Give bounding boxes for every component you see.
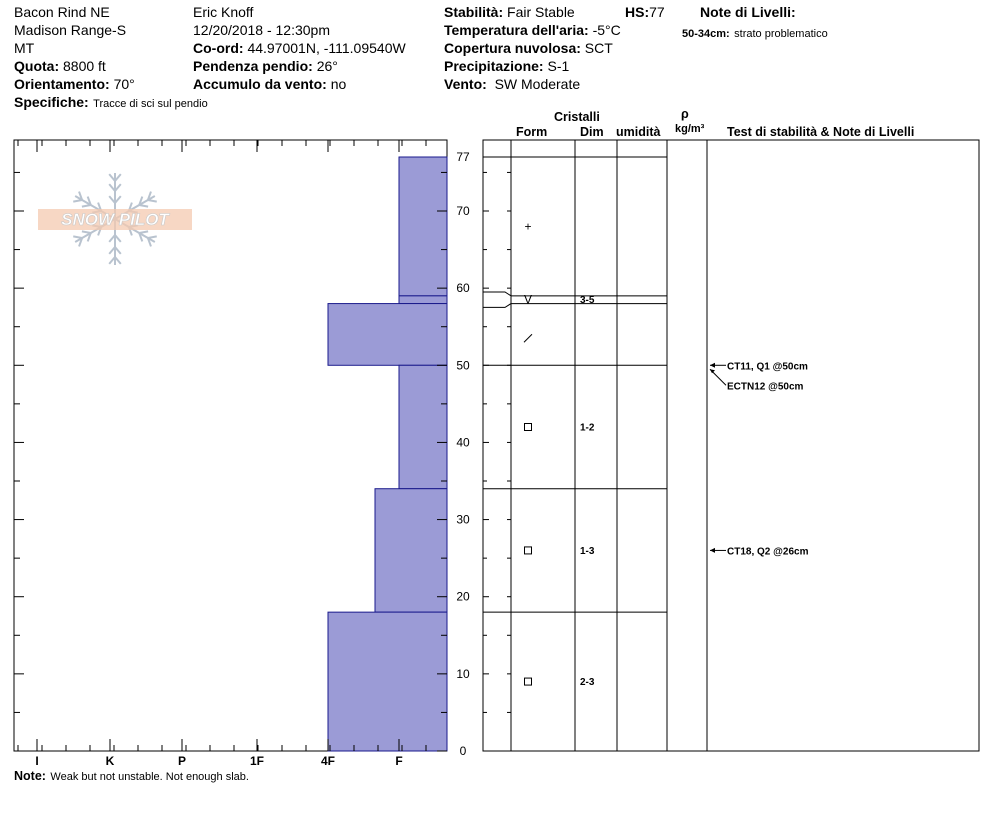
state-name: MT xyxy=(14,40,35,56)
crystal-table-panel xyxy=(483,140,979,751)
observation-datetime: 12/20/2018 - 12:30pm xyxy=(193,22,330,38)
specifics-label: Specifiche: xyxy=(14,94,89,110)
layer-note-range: 50-34cm: xyxy=(682,28,730,40)
snowflake-branch xyxy=(73,236,82,238)
precip-value: S-1 xyxy=(547,58,570,74)
height-tick-label: 10 xyxy=(456,666,470,681)
crystals-header: Cristalli xyxy=(554,110,600,124)
density-unit-header: kg/m³ xyxy=(675,123,705,135)
dim-label: 2-3 xyxy=(580,677,595,689)
location-name: Bacon Rind NE xyxy=(14,4,110,20)
aspect-value: 70° xyxy=(113,76,135,92)
snowflake-branch xyxy=(82,205,91,207)
wind-value: SW Moderate xyxy=(494,76,581,92)
stability-label: Stabilità: xyxy=(444,4,504,20)
form-symbol xyxy=(524,334,532,342)
dim-label: 1-3 xyxy=(580,545,595,557)
height-tick-label: 70 xyxy=(456,204,470,218)
test-label: CT11, Q1 @50cm xyxy=(727,361,808,373)
form-symbol xyxy=(525,678,532,685)
test-arrow xyxy=(710,548,715,553)
form-symbol: + xyxy=(524,219,532,234)
hs-label: HS: xyxy=(625,4,650,20)
hs-value: 77 xyxy=(649,4,665,20)
hardness-tick-label: I xyxy=(35,754,39,768)
elevation-label: Quota: xyxy=(14,58,60,74)
note-text: Weak but not unstable. Not enough slab. xyxy=(50,771,249,783)
hardness-tick-label: F xyxy=(395,754,403,768)
aspect-label: Orientamento: xyxy=(14,76,110,92)
observer-name: Eric Knoff xyxy=(193,4,254,20)
test-arrow xyxy=(710,369,715,373)
hardness-tick-label: 1F xyxy=(249,754,265,768)
tests-header: Test di stabilità & Note di Livelli xyxy=(727,125,915,139)
dim-label: 1-2 xyxy=(580,422,595,434)
hardness-bar xyxy=(328,612,447,751)
hardness-bar xyxy=(399,296,447,304)
hardness-profile-panel xyxy=(14,140,470,768)
note-label: Note: xyxy=(14,769,46,783)
slope-label: Pendenza pendio: xyxy=(193,58,313,74)
hardness-bar xyxy=(399,365,447,488)
logo-text: SNOW PILOT xyxy=(61,210,169,229)
height-tick-label: 20 xyxy=(456,589,470,604)
height-tick-label: 50 xyxy=(456,358,470,373)
form-header: Form xyxy=(516,125,548,139)
test-label: CT18, Q2 @26cm xyxy=(727,546,809,558)
snowflake-branch xyxy=(139,205,148,207)
range-name: Madison Range-S xyxy=(14,22,127,38)
snowflake-branch xyxy=(73,200,82,202)
rho-header: ρ xyxy=(681,107,689,121)
height-tick-label: 60 xyxy=(456,281,470,296)
snowflake-branch xyxy=(148,236,157,238)
height-tick-label: 0 xyxy=(459,744,467,758)
air-temp-value: -5°C xyxy=(592,22,621,38)
hardness-tick-label: K xyxy=(105,754,115,768)
specifics-value: Tracce di sci sul pendio xyxy=(93,98,208,110)
hardness-tick-label: P xyxy=(177,754,187,768)
hardness-bar xyxy=(375,489,447,612)
form-symbol xyxy=(525,547,532,554)
test-label: ECTN12 @50cm xyxy=(727,381,804,393)
elevation-value: 8800 ft xyxy=(63,58,106,74)
height-tick-label: 77 xyxy=(456,150,470,164)
dim-header: Dim xyxy=(580,125,604,139)
sky-label: Copertura nuvolosa: xyxy=(444,40,581,56)
form-symbol xyxy=(525,424,532,431)
coords-label: Co-ord: xyxy=(193,40,244,56)
snowflake-branch xyxy=(139,231,148,233)
hardness-bar xyxy=(399,157,447,296)
height-tick-label: 30 xyxy=(456,512,470,527)
air-temp-label: Temperatura dell'aria: xyxy=(444,22,589,38)
dim-label: 3-5 xyxy=(580,295,595,307)
coords-value: 44.97001N, -111.09540W xyxy=(247,40,406,56)
snowflake-branch xyxy=(148,200,157,202)
hardness-bar xyxy=(328,304,447,366)
form-symbol: V xyxy=(523,292,533,307)
height-tick-label: 40 xyxy=(456,435,470,450)
snowpilot-logo xyxy=(38,173,192,265)
layer-note-text: strato problematico xyxy=(734,28,828,40)
test-arrow xyxy=(710,363,715,368)
layer-notes-title: Note di Livelli: xyxy=(700,4,796,20)
slope-value: 26° xyxy=(316,58,338,74)
wind-label: Vento: xyxy=(444,76,487,92)
layer-connector xyxy=(483,292,511,296)
wind-loading-value: no xyxy=(330,76,347,92)
layer-connector xyxy=(483,304,511,308)
hardness-tick-label: 4F xyxy=(320,754,336,768)
stability-value: Fair Stable xyxy=(507,4,575,20)
moisture-header: umidità xyxy=(616,125,661,139)
sky-value: SCT xyxy=(584,40,613,56)
crystal-frame xyxy=(483,140,979,751)
precip-label: Precipitazione: xyxy=(444,58,544,74)
wind-loading-label: Accumulo da vento: xyxy=(193,76,327,92)
snowflake-branch xyxy=(82,231,91,233)
